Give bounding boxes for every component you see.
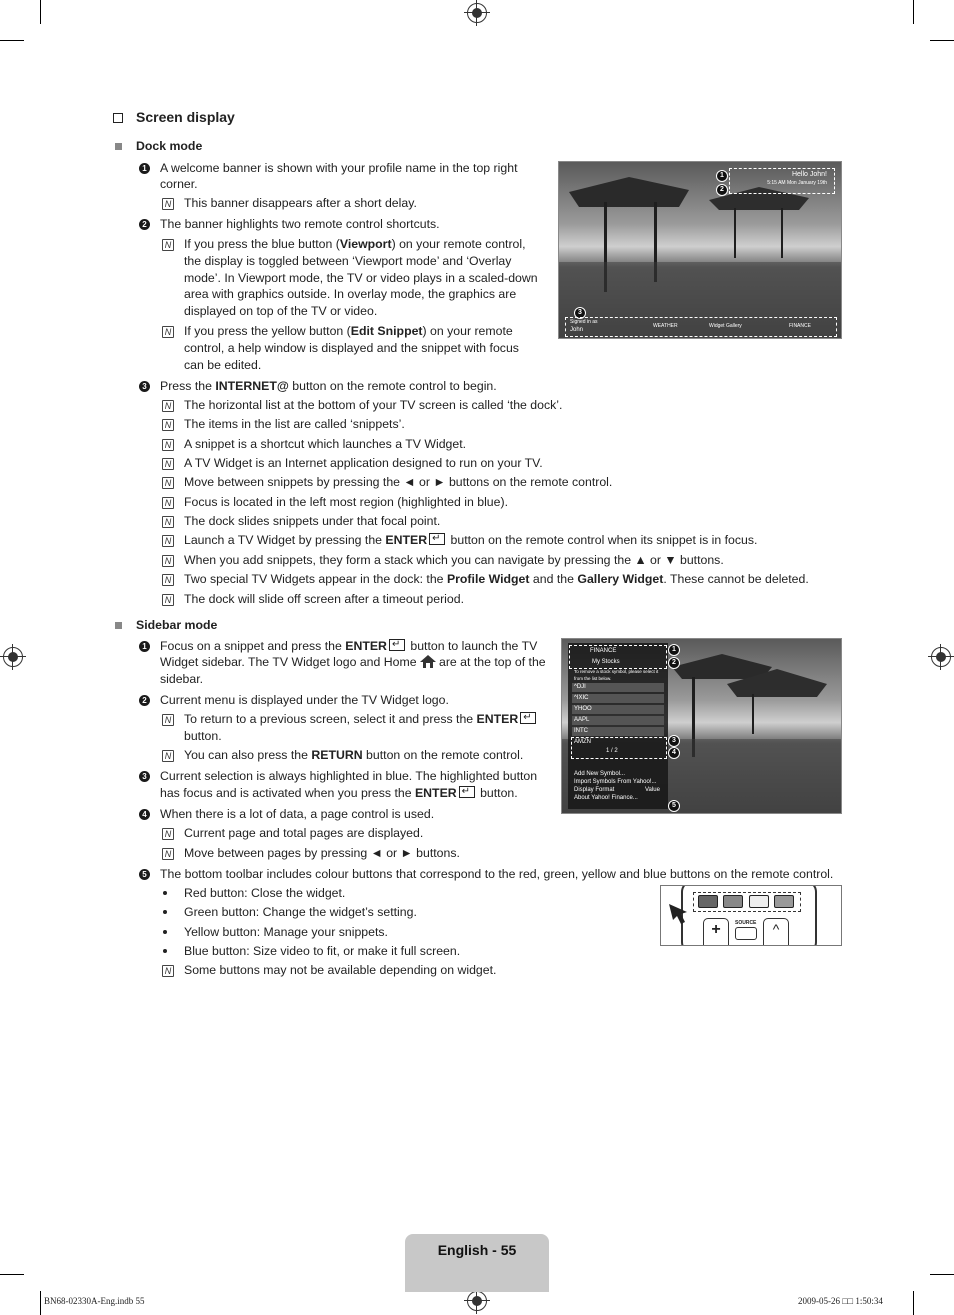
- step-number: 3: [139, 381, 150, 392]
- finance-title: FINANCE: [590, 648, 617, 654]
- note-icon: N: [162, 555, 174, 567]
- step-number: 2: [139, 219, 150, 230]
- note-icon: N: [162, 965, 174, 977]
- green-button[interactable]: [723, 895, 743, 908]
- crop-mark: [930, 1274, 954, 1275]
- dock-item-2-text: The banner highlights two remote control shortcuts.: [160, 217, 440, 231]
- dock-mode-screenshot: [558, 161, 842, 339]
- stock-symbol: ^DJI: [574, 684, 586, 690]
- note-icon: N: [162, 439, 174, 451]
- sidebar-item-5-text: The bottom toolbar includes colour buttons that correspond to the red, green, yellow and blue buttons on the remote control.: [160, 867, 834, 881]
- note-icon: N: [162, 714, 174, 726]
- footer-file: BN68-02330A-Eng.indb 55: [44, 1296, 145, 1306]
- sidebar-item-2-text: Current menu is displayed under the TV Widget logo.: [160, 693, 449, 707]
- dock-note-viewport-2: the display is toggled between ‘Viewport mode’ and ‘Overlay: [184, 254, 512, 268]
- note-icon: N: [162, 400, 174, 412]
- footer-date: 2009-05-26 □□ 1:50:34: [798, 1296, 883, 1306]
- dock-item-1-text-cont: corner.: [160, 177, 198, 191]
- note-icon: N: [162, 239, 174, 251]
- dock-note-viewport-4: area with graphics outside. In overlay mode, the graphics are: [184, 287, 517, 301]
- note-icon: N: [162, 574, 174, 586]
- note-icon: N: [162, 419, 174, 431]
- finance-snippet: FINANCE: [789, 323, 811, 329]
- dock-note: The items in the list are called ‘snippets’.: [184, 417, 405, 431]
- sidebar-note-page-nav: Move between pages by pressing ◄ or ► buttons.: [184, 846, 460, 860]
- registration-mark-icon: [467, 1291, 487, 1311]
- sidebar-mode-screenshot: [561, 638, 842, 814]
- enter-key-icon: [389, 639, 405, 651]
- callout-number: 3: [668, 735, 680, 747]
- sidebar-note-buttons: Some buttons may not be available depending on widget.: [184, 963, 497, 977]
- sidebar-item-4-text: When there is a lot of data, a page control is used.: [160, 807, 435, 821]
- registration-mark-icon: [467, 3, 487, 23]
- callout-number: 4: [668, 747, 680, 759]
- sidebar-note-return-2: button.: [184, 729, 222, 743]
- step-number: 1: [139, 163, 150, 174]
- crop-mark: [0, 1274, 24, 1275]
- stock-symbol: AMZN: [574, 739, 591, 745]
- menu-format-value: Value: [645, 787, 660, 793]
- bullet-blue: Blue button: Size video to fit, or make it full screen.: [184, 944, 461, 958]
- bullet-icon: [163, 910, 167, 914]
- dock-mode-heading: Dock mode: [136, 139, 203, 153]
- signed-in-label: Signed in as: [570, 319, 598, 325]
- stock-symbol: AAPL: [574, 717, 590, 723]
- dock-note-viewport-3: mode’. In Viewport mode, the TV or video plays in a scaled-down: [184, 271, 538, 285]
- crop-mark: [40, 0, 41, 24]
- square-bullet-icon: [115, 622, 122, 629]
- bullet-yellow: Yellow button: Manage your snippets.: [184, 925, 388, 939]
- callout-number: 3: [574, 307, 586, 319]
- datetime-text: 5:15 AM Mon January 19th: [767, 180, 827, 186]
- callout-number: 1: [716, 170, 728, 182]
- dock-note-special: Two special TV Widgets appear in the dock: the Profile Widget and the Gallery Widget. These cannot be deleted.: [184, 572, 809, 586]
- channel-button[interactable]: ^: [763, 918, 789, 946]
- menu-import: Import Symbols From Yahoo!...: [574, 779, 657, 785]
- sidebar-note-return-key: You can also press the RETURN button on the remote control.: [184, 748, 524, 762]
- registration-mark-icon: [931, 647, 951, 667]
- volume-button[interactable]: +: [703, 918, 729, 946]
- step-number: 5: [139, 869, 150, 880]
- step-number: 4: [139, 809, 150, 820]
- sidebar-note-page: Current page and total pages are displayed.: [184, 826, 424, 840]
- note-icon: N: [162, 848, 174, 860]
- dock-note: The horizontal list at the bottom of your TV screen is called ‘the dock’.: [184, 398, 563, 412]
- note-icon: N: [162, 535, 174, 547]
- section-title: Screen display: [136, 109, 235, 125]
- callout-number: 1: [668, 644, 680, 656]
- note-icon: N: [162, 594, 174, 606]
- crop-mark: [913, 1291, 914, 1315]
- sidebar-item-3-line1: Current selection is always highlighted in blue. The highlighted button: [160, 769, 538, 783]
- mystocks-title: My Stocks: [592, 659, 620, 665]
- step-number: 2: [139, 695, 150, 706]
- sidebar-header-highlight: [569, 645, 667, 669]
- step-number: 3: [139, 771, 150, 782]
- dock-note-stack: When you add snippets, they form a stack which you can navigate by pressing the ▲ or ▼ buttons.: [184, 553, 724, 567]
- dock-note: Focus is located in the left most region (highlighted in blue).: [184, 495, 508, 509]
- step-number: 1: [139, 641, 150, 652]
- registration-mark-icon: [3, 647, 23, 667]
- bullet-icon: [163, 891, 167, 895]
- stock-symbol: YHOO: [574, 706, 592, 712]
- menu-add: Add New Symbol...: [574, 771, 626, 777]
- dock-note-banner: This banner disappears after a short delay.: [184, 196, 417, 210]
- dock-note: A snippet is a shortcut which launches a TV Widget.: [184, 437, 467, 451]
- dock-note-viewport-5: displayed on top of the TV or video.: [184, 304, 378, 318]
- red-button[interactable]: [698, 895, 718, 908]
- bullet-green: Green button: Change the widget’s setting.: [184, 905, 417, 919]
- source-label: SOURCE: [735, 920, 757, 926]
- crop-mark: [0, 40, 24, 41]
- note-icon: N: [162, 828, 174, 840]
- blue-button[interactable]: [774, 895, 794, 908]
- remove-hint: To remove a stock symbol, please select it from the list below.: [574, 669, 659, 681]
- callout-number: 2: [716, 184, 728, 196]
- dock-item-3-text: Press the INTERNET@ button on the remote control to begin.: [160, 379, 497, 393]
- pointer-arrow-icon: [665, 900, 691, 926]
- note-icon: N: [162, 497, 174, 509]
- page-indicator: 1 / 2: [606, 748, 618, 754]
- dock-note-viewport-1: If you press the blue button (Viewport) on your remote control,: [184, 237, 526, 251]
- dock-note: Move between snippets by pressing the ◄ or ► buttons on the remote control.: [184, 475, 613, 489]
- remote-control-illustration: [660, 885, 842, 946]
- crop-mark: [913, 0, 914, 24]
- enter-key-icon: [459, 786, 475, 798]
- hello-text: Hello John!: [791, 171, 827, 178]
- bullet-icon: [163, 949, 167, 953]
- dock-note: A TV Widget is an Internet application designed to run on your TV.: [184, 456, 543, 470]
- note-icon: N: [162, 326, 174, 338]
- page-number: English - 55: [437, 1242, 517, 1258]
- sidebar-mode-heading: Sidebar mode: [136, 618, 218, 632]
- dock-note-snippet-2: control, a help window is displayed and the snippet with focus: [184, 341, 519, 355]
- enter-key-icon: [520, 712, 536, 724]
- sidebar-item-1-line1: Focus on a snippet and press the ENTER↵ button to launch the TV: [160, 638, 537, 654]
- sidebar-item-3-line2: has focus and is activated when you press the ENTER↵ button.: [160, 785, 518, 801]
- weather-snippet: WEATHER: [653, 323, 678, 329]
- note-icon: N: [162, 458, 174, 470]
- note-icon: N: [162, 198, 174, 210]
- bullet-icon: [163, 930, 167, 934]
- callout-number: 5: [668, 800, 680, 812]
- sidebar-item-1-line2: Widget sidebar. The TV Widget logo and Home are at the top of the: [160, 655, 546, 669]
- square-bullet-icon: [115, 143, 122, 150]
- sidebar-item-1-line3: sidebar.: [160, 672, 204, 686]
- dock-note-snippet-1: If you press the yellow button (Edit Snippet) on your remote: [184, 324, 513, 338]
- note-icon: N: [162, 516, 174, 528]
- dock-note-launch: Launch a TV Widget by pressing the ENTER↵ button on the remote control when its snippet is in focus.: [184, 532, 757, 548]
- menu-about: About Yahoo! Finance...: [574, 795, 638, 801]
- note-icon: N: [162, 477, 174, 489]
- stock-symbol: INTC: [574, 728, 588, 734]
- enter-key-icon: [429, 533, 445, 545]
- checkbox-icon: [113, 113, 123, 123]
- source-button[interactable]: [735, 927, 757, 940]
- dock-note-timeout: The dock will slide off screen after a timeout period.: [184, 592, 465, 606]
- bullet-red: Red button: Close the widget.: [184, 886, 346, 900]
- sidebar-note-return-1: To return to a previous screen, select it and press the ENTER↵: [184, 711, 538, 727]
- home-icon: [420, 655, 436, 668]
- stock-symbol: ^IXIC: [574, 695, 589, 701]
- dock-note: The dock slides snippets under that focal point.: [184, 514, 441, 528]
- crop-mark: [40, 1291, 41, 1315]
- note-icon: N: [162, 750, 174, 762]
- callout-number: 2: [668, 657, 680, 669]
- user-name: John: [570, 327, 584, 333]
- crop-mark: [930, 40, 954, 41]
- gallery-snippet: Widget Gallery: [709, 323, 742, 329]
- yellow-button[interactable]: [749, 895, 769, 908]
- dock-note-snippet-3: can be edited.: [184, 358, 262, 372]
- dock-item-1-text: A welcome banner is shown with your profile name in the top right: [160, 161, 518, 175]
- menu-format: Display Format: [574, 787, 615, 793]
